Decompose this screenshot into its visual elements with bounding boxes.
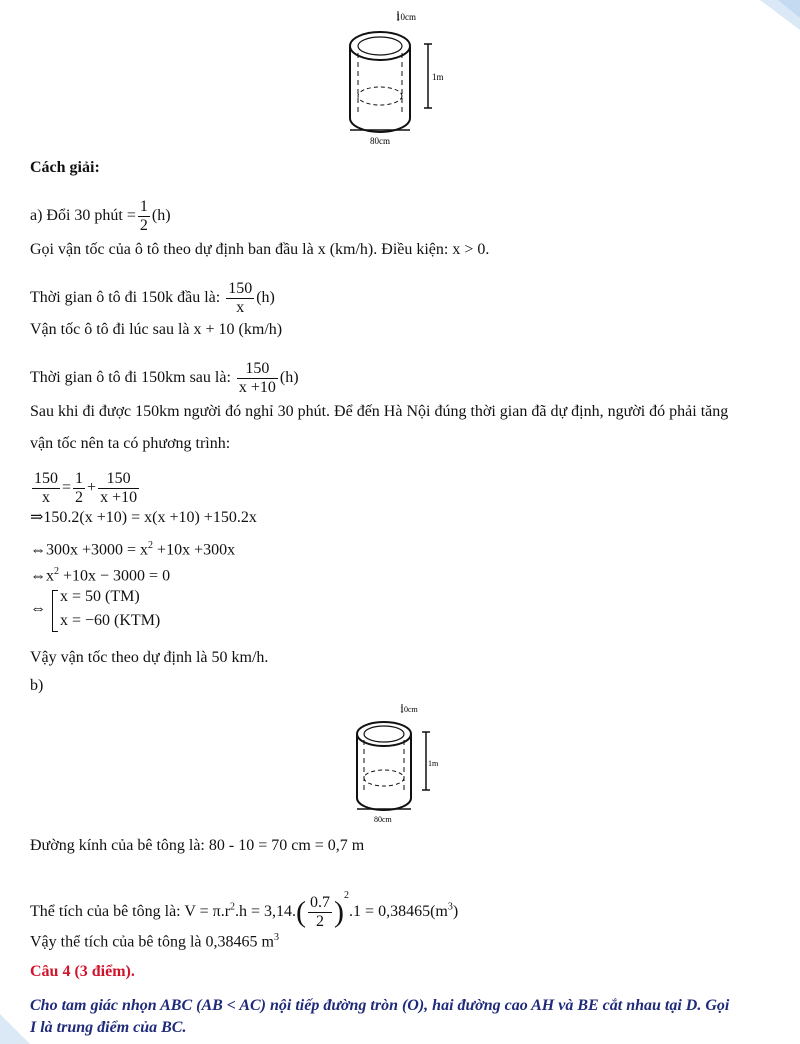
fraction-half: $\frac{1}{2}$	[139, 198, 148, 234]
figure2-side-label: 1m	[428, 759, 439, 768]
figure1-side-label: 1m	[432, 72, 444, 82]
paragraph-line2: vận tốc nên ta có phương trình:	[30, 435, 231, 452]
line-a: a) Đổi 30 phút = $\frac{1}{2}$ (h)	[30, 198, 171, 234]
conclusion-b: Vậy thể tích của bê tông là 0,38465 $m^3$	[30, 932, 279, 951]
conclusion-a: Vậy vận tốc theo dự định là 50 km/h.	[30, 649, 269, 666]
cylinder-figure-2	[344, 702, 448, 828]
label-b: b)	[30, 677, 44, 694]
paragraph-line1: Sau khi đi được 150km người đó nghỉ 30 phút. Để đến Hà Nội đúng thời gian đã dự định, người đó phải tăng	[30, 403, 729, 420]
question-heading: Câu 4 (3 điểm).	[30, 963, 135, 980]
problem-line1: Cho tam giác nhọn ABC (AB < AC) nội tiếp đường tròn (O), hai đường cao AH và BE cắt nhau tại D. Gọi	[30, 997, 730, 1014]
equation-4: $\Leftrightarrow x^2 +10x - 3000 = 0$	[30, 566, 171, 585]
line-time2: Thời gian ô tô đi 150km sau là: $\frac{150}{x +10}$ (h)	[30, 360, 299, 396]
figure1-top-label: 10cm	[396, 12, 416, 22]
cylinder-figure-1	[338, 8, 450, 148]
heading-solution: Cách giải:	[30, 159, 100, 176]
corner-decoration-top-right	[740, 0, 800, 40]
line-diameter: Đường kính của bê tông là: 80 - 10 = 70 cm = 0,7 m	[30, 837, 365, 854]
figure1-bottom-label: 80cm	[370, 136, 390, 146]
equation-2: ⇒150.2(x +10) = x(x +10) +150.2x	[30, 509, 257, 526]
line-speed2: Vận tốc ô tô đi lúc sau là x + 10 (km/h)	[30, 321, 283, 338]
line-time1: Thời gian ô tô đi 150k đầu là: $\frac{150}{x}$ (h)	[30, 280, 275, 316]
line-speed: Gọi vận tốc của ô tô theo dự định ban đầu là x (km/h). Điều kiện: x > 0.	[30, 241, 490, 258]
problem-line2: I là trung điểm của BC.	[30, 1019, 187, 1036]
equation-3: ⇔300x $+3000 = x^2 +10x +300x$	[30, 540, 236, 559]
line-volume: Thể tích của bê tông là: $V = \pi.r^2.h = 3,14$.( $\frac{0.7}{2}$ )$^2.1 = 0,38465(m^3)$	[30, 890, 459, 930]
figure2-bottom-label: 80cm	[374, 815, 392, 824]
equation-1: $\frac{150}{x}$ = $\frac{1}{2}$ + $\frac{150}{x +10}$	[34, 470, 138, 506]
figure2-top-label: 10cm	[400, 705, 418, 714]
